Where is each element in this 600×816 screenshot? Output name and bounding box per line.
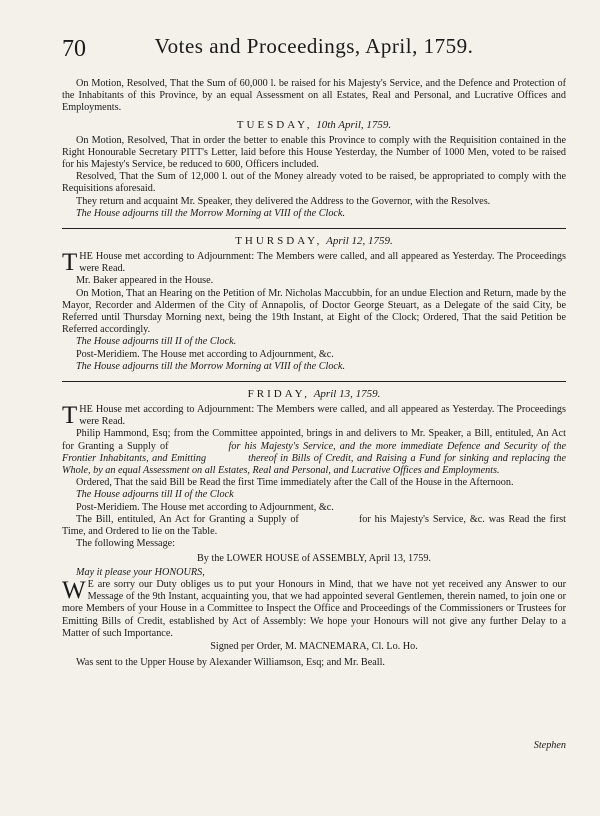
friday-heading: [62, 388, 566, 400]
friday-message-intro: The following Message:: [76, 538, 176, 550]
section-divider: [62, 228, 566, 229]
tuesday-heading: [62, 119, 566, 131]
tuesday-adjournment: The House adjourns till the Morrow Morning at VIII of the Clock.: [76, 207, 346, 219]
thursday-paragraph-1-text: HE House met according to Adjournment: The Members were called, and all appeared as Yesterday. The Proceedings were Read.: [79, 251, 566, 275]
section-divider-2: [62, 381, 566, 382]
tuesday-paragraph-1: On Motion, Resolved, That in order the better to enable this Province to comply with the Requisition contained in the Right Honourable Secretary PITT's Letter, laid before this House Yesterday, the Number of 1000 Men, voted to be raised for his Majesty's Service, be reduced to 600, Officers included.: [62, 134, 566, 171]
friday-paragraph-6: [62, 514, 566, 538]
page-header: [62, 30, 566, 64]
tuesday-paragraph-2: Resolved, That the Sum of 12,000 l. out of the Money already voted to be raised, be appropriated to comply with the Requisitions aforesaid.: [62, 171, 566, 195]
message-heading: By the LOWER HOUSE of ASSEMBLY, April 13, 1759.: [197, 552, 431, 564]
friday-paragraph-2: [62, 428, 566, 477]
thursday-day: THURSDAY,: [235, 235, 323, 248]
thursday-adjournment-2: The House adjourns till the Morrow Morning at VIII of the Clock.: [76, 360, 346, 372]
thursday-post-meridiem: Post-Meridiem. The House met according to Adjournment, &c.: [76, 348, 334, 360]
message-body: [62, 576, 566, 640]
friday-bill-part-3: thereof in Bills of Credit, and Raising a Fund for sinking and replacing the Whole, by an equal Assessment on all Estates, Real and Personal, and Lucrative Offices and Employments.: [62, 452, 566, 477]
thursday-paragraph-3: On Motion, That an Hearing on the Petition of Mr. Nicholas Maccubbin, for an undue Election and Return, made by the Mayor, Recorder and Aldermen of the City of Annapolis, of Doctor George Steuart, as a Delegate of the said City, be Referred until Thursday Morning next, being the 19th Instant, at Eight of the Clock; Ordered, That the said Petition be Referred accordingly.: [62, 287, 566, 336]
running-title: Votes and Proceedings, April, 1759.: [154, 34, 474, 58]
message-signature: Signed per Order, M. MACNEMARA, Cl. Lo. Ho.: [210, 640, 418, 652]
thursday-date: April 12, 1759.: [326, 235, 393, 248]
tuesday-paragraph-3: They return and acquaint Mr. Speaker, they delivered the Address to the Governor, with the Resolves.: [76, 195, 491, 207]
thursday-paragraph-1: [62, 251, 566, 275]
message-body-text: E are sorry our Duty obliges us to put your Honours in Mind, that we have not yet received any Answer to our Message of the 9th Instant, acquainting you, that we had appointed several Gentlemen, therein named, to join one or more Members of your House in a Committee to Inspect the Office and Proceedings of the Commissioners or Trustees for Emitting Bills of Credit, established by Act of Assembly: We hope your Honours will not give any further Delay to a Matter of such Importance.: [62, 578, 566, 639]
friday-date: April 13, 1759.: [313, 388, 381, 401]
friday-paragraph-1-text: HE House met according to Adjournment: The Members were called, and all appeared as Yesterday. The Proceedings were Read.: [79, 404, 566, 428]
friday-bill-part-1: Philip Hammond, Esq; from the Committee appointed, brings in and delivers to Mr. Speaker, a Bill, entituled, An Act for Granting a Supply of: [62, 428, 566, 452]
tuesday-day: TUESDAY,: [236, 118, 313, 131]
drop-cap-3: W: [62, 576, 86, 604]
opening-resolution: On Motion, Resolved, That the Sum of 60,000 l. be raised for his Majesty's Service, and the Defence and Protection of the Inhabitants of this Province, by an equal Assessment on all Estates, Real and Personal, and Lucrative Offices and Employments.: [62, 78, 566, 114]
catchword: Stephen: [533, 740, 566, 751]
friday-adjournment: The House adjourns till II of the Clock: [76, 489, 234, 501]
friday-post-meridiem: Post-Meridiem. The House met according to Adjournment, &c.: [76, 501, 334, 513]
friday-paragraph-3: Ordered, That the said Bill be Read the first Time immediately after the Call of the House in the Afternoon.: [76, 477, 514, 489]
friday-bill-title: The Bill, entituled, An Act for Granting a Supply of: [76, 513, 299, 525]
page-number: 70: [62, 36, 86, 62]
friday-bill-tail: for his Majesty's Service, &c. was Read the first Time, and Ordered to lie on the Table.: [62, 513, 567, 538]
thursday-heading: [62, 235, 566, 247]
message-salutation: May it please your HONOURS,: [76, 566, 205, 578]
message-sent-note: Was sent to the Upper House by Alexander Williamson, Esq; and Mr. Beall.: [76, 657, 385, 669]
thursday-paragraph-2: Mr. Baker appeared in the House.: [76, 275, 214, 287]
friday-day: FRIDAY,: [247, 388, 310, 401]
tuesday-date: 10th April, 1759.: [316, 118, 392, 131]
drop-cap-2: T: [62, 402, 78, 430]
thursday-adjournment-1: The House adjourns till II of the Clock.: [76, 336, 237, 348]
friday-bill-part-2: for his Majesty's Service, and the more immediate Defence and Security of the Frontier Inhabitants, and Emitting: [62, 440, 566, 464]
friday-paragraph-1: [62, 404, 566, 428]
drop-cap: T: [62, 249, 78, 277]
